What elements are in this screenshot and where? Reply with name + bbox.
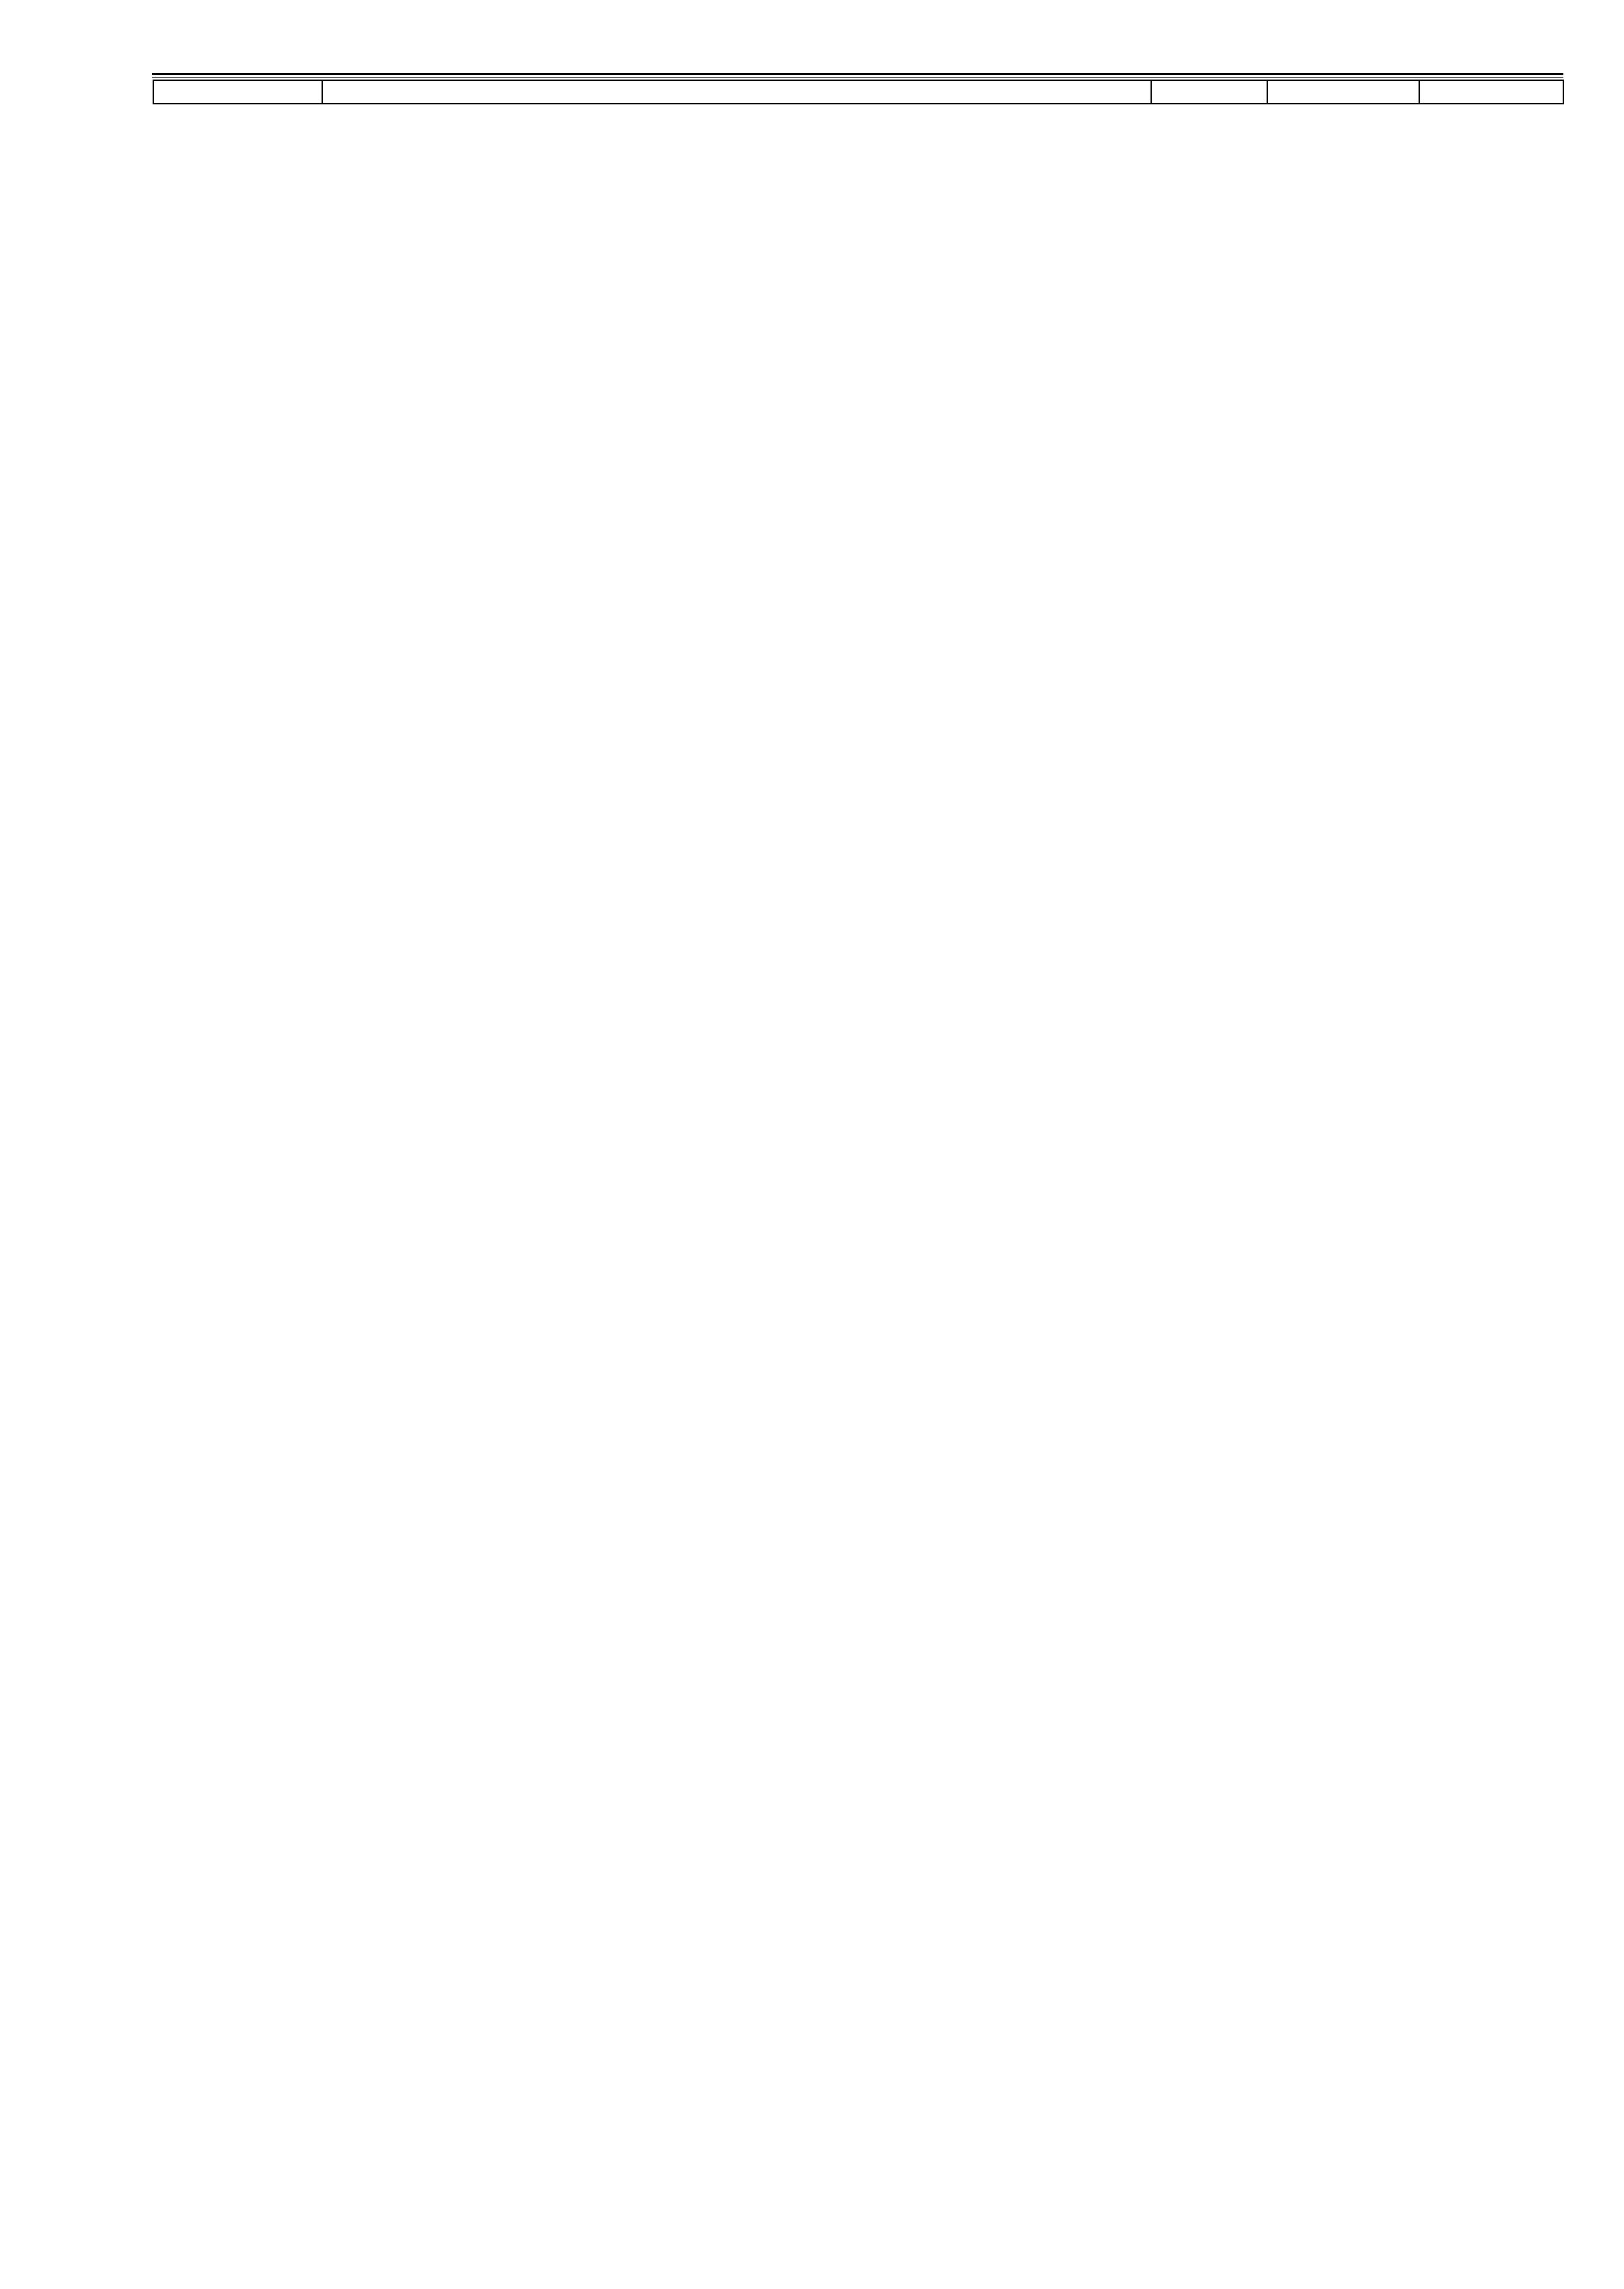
price-table (153, 80, 1564, 104)
column-number (322, 80, 1151, 104)
column-number (1419, 80, 1563, 104)
column-number (153, 80, 322, 104)
column-number (1151, 80, 1267, 104)
header-rule-thin (152, 77, 1563, 78)
header-rule (152, 73, 1563, 75)
column-number-row (153, 80, 1563, 104)
column-number (1267, 80, 1419, 104)
